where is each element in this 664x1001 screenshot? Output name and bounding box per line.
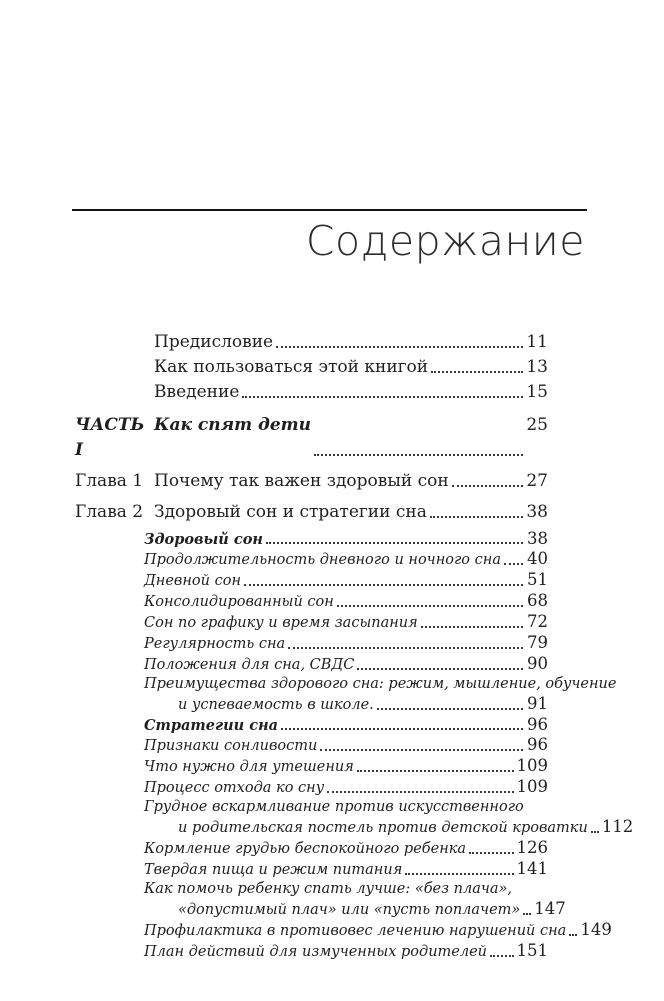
leader-dots [523, 913, 531, 915]
toc-entry-title: Процесс отхода ко сну [144, 780, 325, 796]
toc-entry-title: Преимущества здорового сна: режим, мышление, обучение [144, 676, 617, 692]
leader-dots [405, 873, 513, 875]
toc-entry-title: Дневной сон [144, 573, 241, 589]
toc-row [75, 330, 548, 355]
toc-entry-title: и успеваемость в школе. [178, 697, 374, 713]
toc-page-number: 126 [516, 838, 548, 857]
toc-row [75, 798, 548, 817]
toc-entry-title: Профилактика в противовес лечению нарушений сна [144, 923, 567, 939]
toc-entry-title: Положения для сна, СВДС [144, 657, 355, 673]
leader-dots [452, 485, 523, 487]
toc-row [75, 941, 548, 962]
leader-dots [377, 708, 523, 710]
toc-page-number: 96 [527, 715, 548, 734]
toc-page-number: 149 [580, 920, 612, 939]
toc-row [75, 899, 566, 920]
table-of-contents [75, 330, 634, 962]
toc-page-number: 112 [601, 817, 634, 836]
leader-dots [320, 749, 523, 751]
leader-dots [314, 454, 523, 456]
toc-entry-title: Признаки сонливости [144, 738, 318, 754]
toc-page-number: 38 [526, 502, 548, 522]
toc-entry-title: Регулярность сна [144, 636, 286, 652]
toc-row [75, 694, 548, 715]
toc-row [75, 570, 548, 591]
toc-page-number: 68 [527, 591, 548, 610]
toc-row [75, 838, 548, 859]
leader-dots [244, 584, 523, 586]
toc-page-number: 11 [526, 332, 548, 352]
toc-page-number: 91 [527, 694, 548, 713]
toc-row [75, 633, 548, 654]
leader-dots [421, 626, 523, 628]
toc-entry-title: Твердая пища и режим питания [144, 862, 403, 878]
toc-row [75, 591, 548, 612]
toc-row [75, 612, 548, 633]
toc-page-number: 15 [526, 382, 548, 402]
toc-entry-title: Как спят дети [154, 415, 312, 435]
toc-entry-title: Здоровый сон и стратегии сна [154, 502, 427, 522]
toc-row [75, 529, 548, 549]
toc-entry-title: Продолжительность дневного и ночного сна [144, 552, 501, 568]
leader-dots [288, 647, 523, 649]
toc-page-number: 109 [516, 777, 548, 796]
leader-dots [281, 728, 523, 730]
toc-row-label: Глава 2 [75, 502, 144, 522]
toc-entry-title: Грудное вскармливание против искусственного [144, 799, 524, 815]
toc-page-number: 109 [516, 756, 548, 775]
toc-page-number: 38 [527, 529, 548, 548]
toc-row [75, 500, 548, 525]
toc-row [75, 777, 548, 798]
leader-dots [569, 934, 577, 936]
toc-page-number: 79 [527, 633, 548, 652]
toc-page-number: 72 [527, 612, 548, 631]
toc-entry-title: Введение [154, 382, 240, 402]
toc-row-label: Глава 1 [75, 471, 144, 491]
title-rule [72, 209, 587, 211]
toc-entry-title: Почему так важен здоровый сон [154, 471, 449, 491]
toc-entry-title: Стратегии сна [144, 717, 279, 734]
leader-dots [276, 346, 523, 348]
toc-entry-title: Предисловие [154, 332, 274, 352]
toc-page-number: 27 [526, 471, 548, 491]
toc-row [75, 715, 548, 735]
leader-dots [357, 668, 523, 670]
toc-page-number: 25 [526, 415, 548, 435]
leader-dots [504, 563, 523, 565]
toc-entry-title: Кормление грудью беспокойного ребенка [144, 841, 467, 857]
leader-dots [430, 516, 523, 518]
toc-row [75, 469, 548, 494]
toc-page-number: 40 [527, 549, 548, 568]
leader-dots [357, 770, 514, 772]
toc-entry-title: Здоровый сон [144, 531, 263, 548]
leader-dots [266, 542, 523, 544]
toc-row [75, 413, 548, 463]
toc-page-number: 151 [516, 941, 548, 960]
leader-dots [242, 396, 523, 398]
leader-dots [431, 371, 523, 373]
toc-row [75, 920, 612, 941]
leader-dots [490, 955, 513, 957]
leader-dots [591, 831, 599, 833]
page-title: Содержание [305, 217, 585, 265]
toc-row [75, 735, 548, 756]
toc-row [75, 549, 548, 570]
toc-entry-title: Консолидированный сон [144, 594, 334, 610]
toc-page-number: 141 [516, 859, 548, 878]
toc-entry-title: Как помочь ребенку спать лучше: «без плача», [144, 881, 513, 897]
toc-row [75, 675, 617, 694]
toc-page-number: 147 [534, 899, 566, 918]
toc-page-number: 13 [526, 357, 548, 377]
toc-row [75, 654, 548, 675]
toc-row [75, 756, 548, 777]
toc-entry-title: Что нужно для утешения [144, 759, 354, 775]
leader-dots [327, 791, 513, 793]
toc-entry-title: и родительская постель против детской кроватки [178, 820, 588, 836]
toc-row-label: ЧАСТЬ I [75, 415, 145, 460]
toc-page-number: 96 [527, 735, 548, 754]
toc-row [75, 880, 548, 899]
toc-row [75, 355, 548, 380]
toc-entry-title: Как пользоваться этой книгой [154, 357, 429, 377]
toc-entry-title: План действий для измученных родителей [144, 944, 488, 960]
toc-page-number: 90 [527, 654, 548, 673]
toc-row [75, 859, 548, 880]
toc-row [75, 817, 634, 838]
leader-dots [337, 605, 523, 607]
toc-entry-title: «допустимый плач» или «пусть поплачет» [178, 902, 521, 918]
leader-dots [469, 852, 513, 854]
toc-page-number: 51 [527, 570, 548, 589]
toc-entry-title: Сон по графику и время засыпания [144, 615, 418, 631]
toc-row [75, 380, 548, 405]
